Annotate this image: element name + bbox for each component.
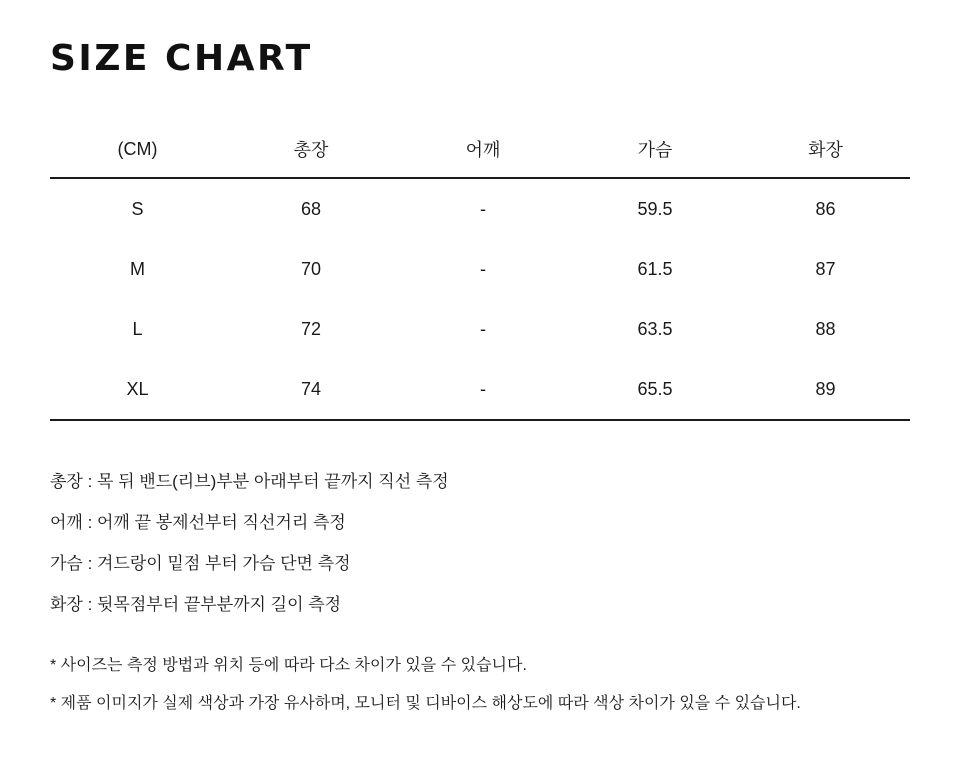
cell-chest: 59.5 bbox=[637, 198, 673, 219]
table-row bbox=[50, 299, 910, 359]
cell-length: 74 bbox=[300, 378, 322, 399]
disclaimer-line: * 사이즈는 측정 방법과 위치 등에 따라 다소 차이가 있을 수 있습니다. bbox=[50, 657, 527, 674]
table-row bbox=[50, 359, 910, 419]
cell-size: S bbox=[131, 198, 144, 219]
note-line: 가슴 : 겨드랑이 밑점 부터 가슴 단면 측정 bbox=[50, 554, 351, 573]
cell-chest: 65.5 bbox=[637, 378, 673, 399]
disclaimer-list bbox=[50, 647, 910, 723]
cell-chest: 61.5 bbox=[637, 258, 673, 279]
measurement-notes bbox=[50, 461, 910, 625]
column-header-length: 총장 bbox=[293, 140, 329, 160]
cell-length: 72 bbox=[300, 318, 322, 339]
cell-shoulder: - bbox=[480, 378, 486, 399]
cell-chest: 63.5 bbox=[637, 318, 673, 339]
cell-shoulder: - bbox=[480, 318, 486, 339]
page-title: SIZE CHART bbox=[50, 38, 313, 79]
table-header-row bbox=[50, 121, 910, 178]
column-header-unit: (CM) bbox=[117, 138, 158, 159]
size-chart-table bbox=[50, 121, 910, 419]
table-header bbox=[50, 121, 910, 178]
note-line: 총장 : 목 뒤 밴드(리브)부분 아래부터 끝까지 직선 측정 bbox=[50, 472, 449, 491]
table-row bbox=[50, 239, 910, 299]
table-body bbox=[50, 178, 910, 419]
cell-sleeve: 88 bbox=[815, 318, 836, 339]
cell-length: 68 bbox=[300, 198, 322, 219]
note-line: 어깨 : 어깨 끝 봉제선부터 직선거리 측정 bbox=[50, 513, 346, 532]
column-header-shoulder: 어깨 bbox=[465, 140, 501, 160]
column-header-chest: 가슴 bbox=[637, 140, 673, 160]
table-bottom-divider bbox=[50, 419, 910, 421]
cell-sleeve: 89 bbox=[815, 378, 836, 399]
cell-sleeve: 86 bbox=[815, 198, 836, 219]
table-row bbox=[50, 178, 910, 239]
cell-size: XL bbox=[126, 378, 149, 399]
cell-size: M bbox=[130, 258, 145, 279]
disclaimer-line: * 제품 이미지가 실제 색상과 가장 유사하며, 모니터 및 디바이스 해상도에 따라 색상 차이가 있을 수 있습니다. bbox=[50, 695, 801, 712]
column-header-sleeve: 화장 bbox=[808, 140, 843, 160]
cell-sleeve: 87 bbox=[815, 258, 836, 279]
cell-length: 70 bbox=[300, 258, 322, 279]
cell-shoulder: - bbox=[480, 198, 486, 219]
note-line: 화장 : 뒷목점부터 끝부분까지 길이 측정 bbox=[50, 595, 342, 614]
cell-size: L bbox=[132, 318, 143, 339]
cell-shoulder: - bbox=[480, 258, 486, 279]
